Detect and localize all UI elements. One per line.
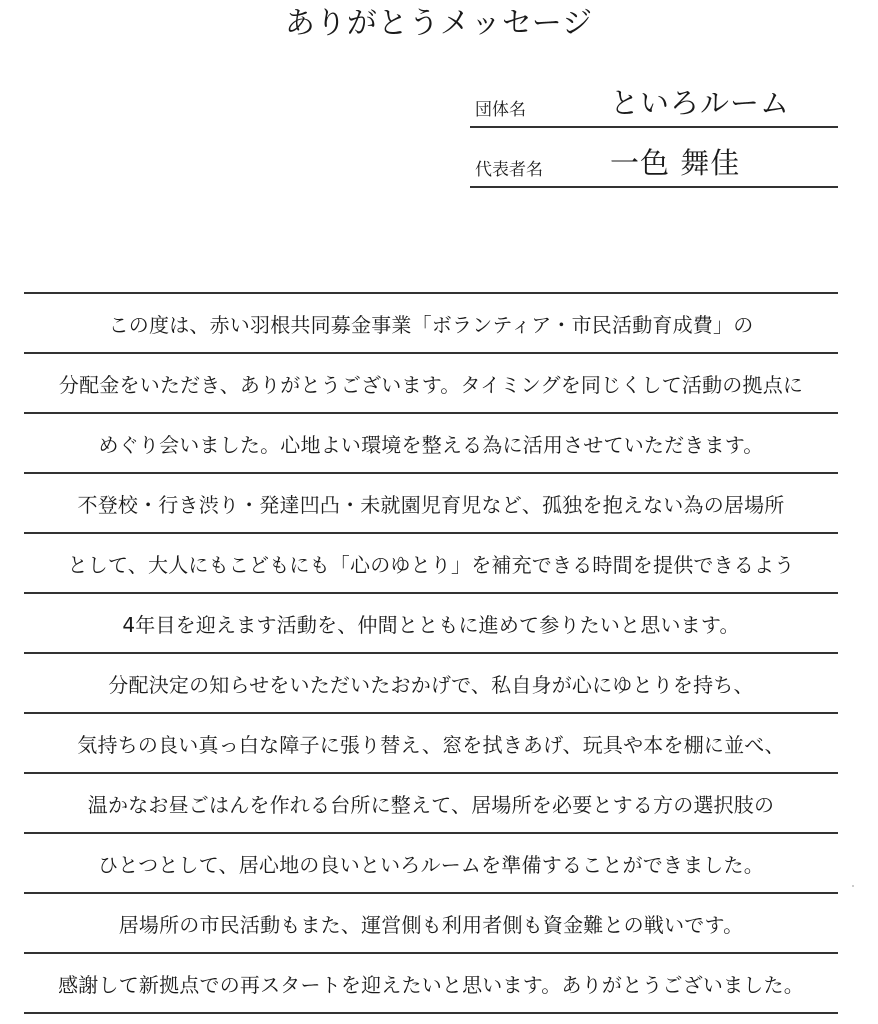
organization-name: といろルーム	[610, 86, 791, 120]
page-title: ありがとうメッセージ	[284, 6, 594, 41]
message-line: 分配決定の知らせをいただいたおかげで、私自身が心にゆとりを持ち、	[24, 654, 838, 714]
message-line: 分配金をいただき、ありがとうございます。タイミングを同じくして活動の拠点に	[24, 354, 838, 414]
message-line: 不登校・行き渋り・発達凹凸・未就園児育児など、孤独を抱えない為の居場所	[24, 474, 838, 534]
message-line: 気持ちの良い真っ白な障子に張り替え、窓を拭きあげ、玩具や本を棚に並べ、	[24, 714, 838, 774]
representative-name: 一色 舞佳	[610, 146, 741, 180]
message-line: 温かなお昼ごはんを作れる台所に整えて、居場所を必要とする方の選択肢の	[24, 774, 838, 834]
representative-label: 代表者名	[475, 160, 543, 180]
message-line: この度は、赤い羽根共同募金事業「ボランティア・市民活動育成費」の	[24, 294, 838, 354]
message-line: 居場所の市民活動もまた、運営側も利用者側も資金難との戦いです。	[24, 894, 838, 954]
message-line: めぐり会いました。心地よい環境を整える為に活用させていただきます。	[24, 414, 838, 474]
scan-speck	[852, 885, 854, 887]
message-line: 感謝して新拠点での再スタートを迎えたいと思います。ありがとうございました。	[24, 954, 838, 1014]
organization-label: 団体名	[475, 100, 526, 120]
message-line: 4年目を迎えます活動を、仲間とともに進めて参りたいと思います。	[24, 594, 838, 654]
message-line: として、大人にもこどもにも「心のゆとり」を補充できる時間を提供できるよう	[24, 534, 838, 594]
organization-field	[470, 80, 838, 128]
message-line: ひとつとして、居心地の良いといろルームを準備することができました。	[24, 834, 838, 894]
representative-field	[470, 140, 838, 188]
